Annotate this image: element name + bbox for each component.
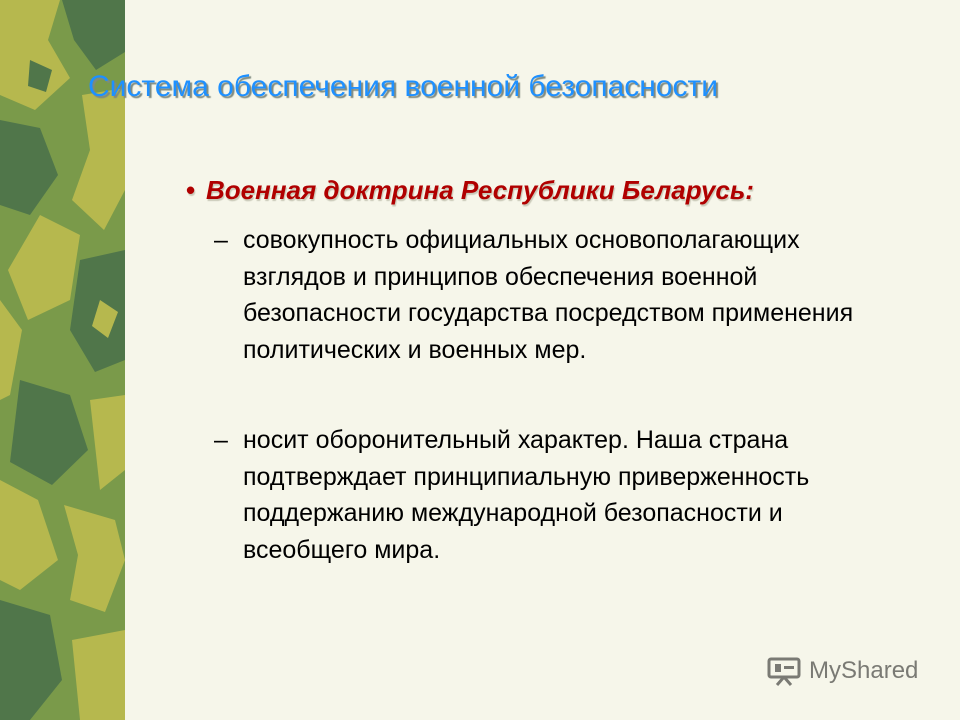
sub-item-text: носит оборонительный характер. Наша страна подтверждает принципиальную приверженность поддержанию международной безопасности и всеобщего мира. [243, 426, 810, 564]
dash-marker: – [214, 426, 228, 454]
myshared-watermark [767, 656, 918, 686]
dash-marker: – [214, 226, 228, 254]
slide-title: Система обеспечения военной безопасности [88, 70, 719, 103]
watermark-text: MyShared [809, 657, 919, 684]
sub-item-text: совокупность официальных основополагающих взглядов и принципов обеспечения военной безопасности государства посредством применения политических и военных мер. [243, 226, 854, 364]
sub-item-defensive-character [214, 422, 894, 568]
bullet-heading: Военная доктрина Республики Беларусь: [206, 175, 754, 205]
presentation-board-icon [767, 656, 801, 686]
sub-item-definition [214, 222, 894, 368]
camouflage-side-band [0, 0, 125, 720]
bullet-symbol: • [186, 175, 196, 205]
bullet-heading-row [186, 175, 754, 206]
